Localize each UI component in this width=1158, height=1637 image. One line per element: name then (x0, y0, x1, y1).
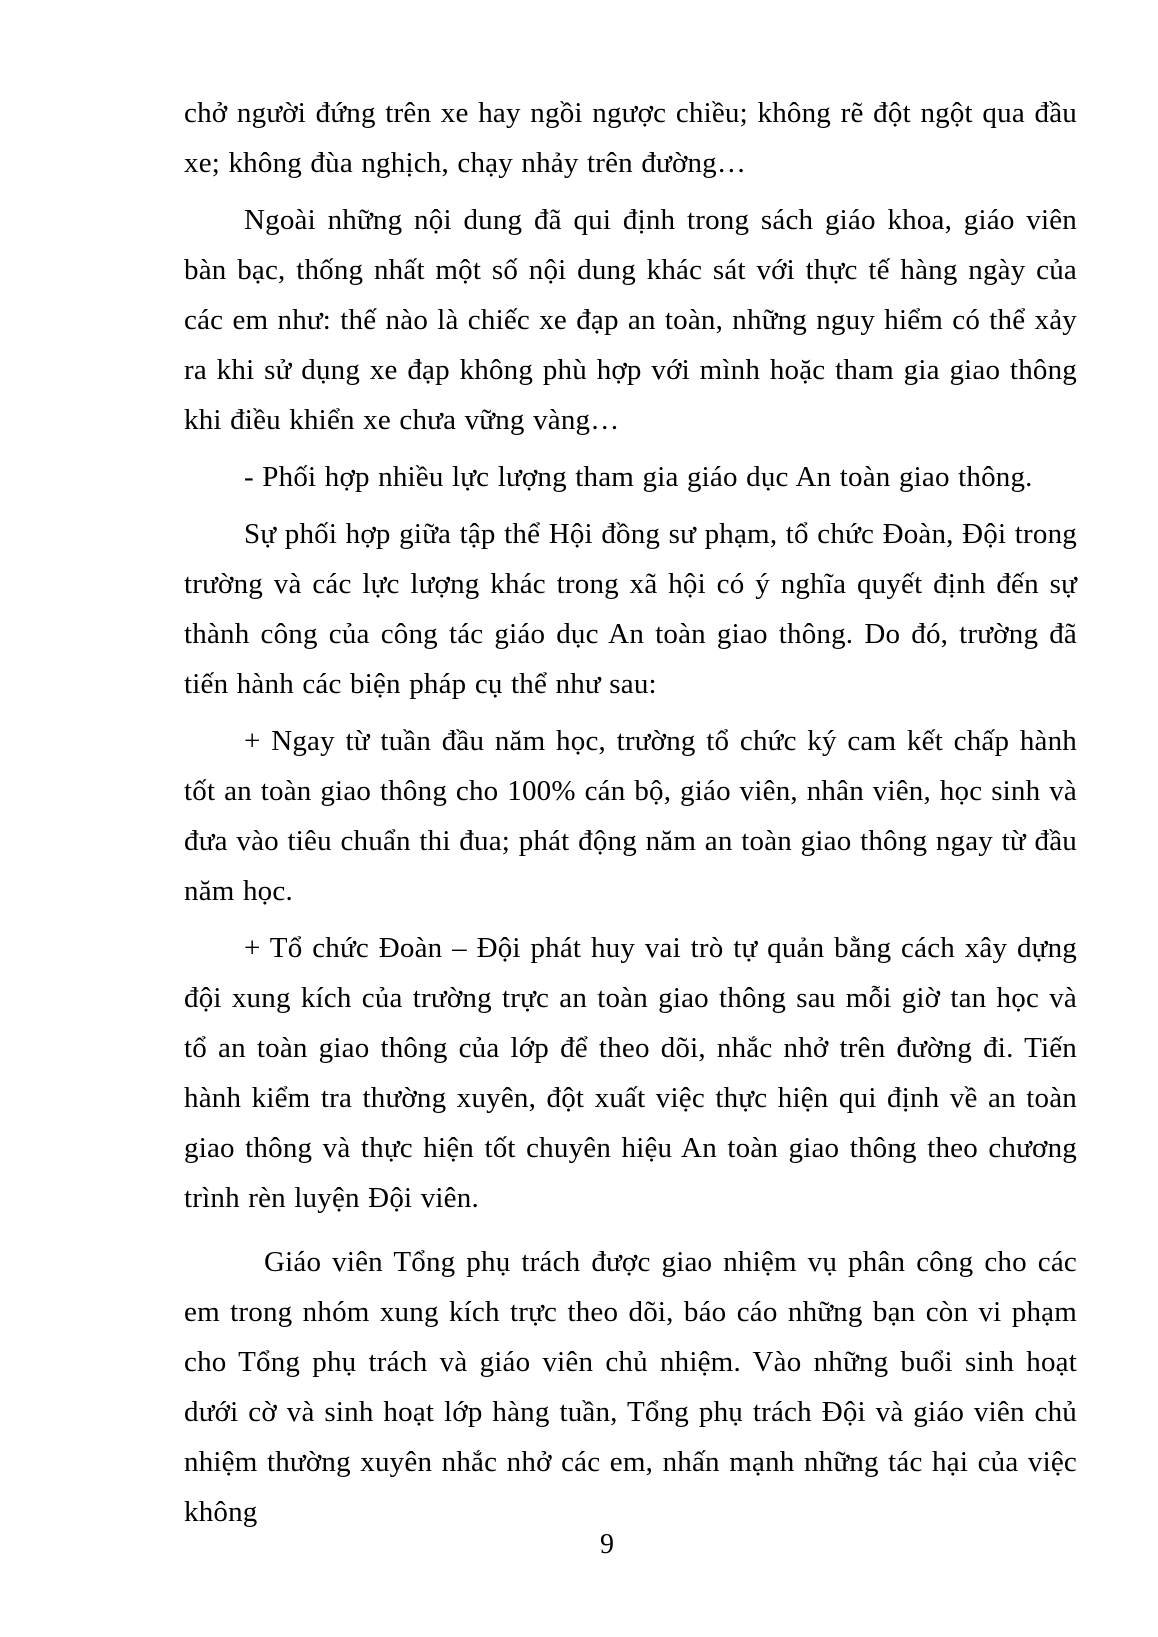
paragraph: Ngoài những nội dung đã qui định trong sách giáo khoa, giáo viên bàn bạc, thống nhất một số nội dung khác sát với thực tế hàng ngày của các em như: thế nào là chiếc xe đạp an toàn, những nguy hiểm có thể xảy ra khi sử dụng xe đạp không phù hợp với mình hoặc tham gia giao thông khi điều khiển xe chưa vững vàng… (184, 204, 1077, 436)
page-number: 9 (600, 1529, 614, 1560)
paragraph-continuation: chở người đứng trên xe hay ngồi ngược chiều; không rẽ đột ngột qua đầu xe; không đùa nghịch, chạy nhảy trên đường… (184, 97, 1077, 179)
paragraph-list-item-plus: + Tổ chức Đoàn – Đội phát huy vai trò tự quản bằng cách xây dựng đội xung kích của trường trực an toàn giao thông sau mỗi giờ tan học và tổ an toàn giao thông của lớp để theo dõi, nhắc nhở trên đường đi. Tiến hành kiểm tra thường xuyên, đột xuất việc thực hiện qui định về an toàn giao thông và thực hiện tốt chuyên hiệu An toàn giao thông theo chương trình rèn luyện Đội viên. (184, 932, 1077, 1214)
paragraph-list-item-dash: - Phối hợp nhiều lực lượng tham gia giáo dục An toàn giao thông. (244, 461, 1033, 493)
paragraph: Giáo viên Tổng phụ trách được giao nhiệm vụ phân công cho các em trong nhóm xung kích trực theo dõi, báo cáo những bạn còn vi phạm cho Tổng phụ trách và giáo viên chủ nhiệm. Vào những buổi sinh hoạt dưới cờ và sinh hoạt lớp hàng tuần, Tổng phụ trách Đội và giáo viên chủ nhiệm thường xuyên nhắc nhở các em, nhấn mạnh những tác hại của việc không (184, 1246, 1077, 1528)
text-body (184, 88, 1077, 1537)
paragraph-list-item-plus: + Ngay từ tuần đầu năm học, trường tổ chức ký cam kết chấp hành tốt an toàn giao thông cho 100% cán bộ, giáo viên, nhân viên, học sinh và đưa vào tiêu chuẩn thi đua; phát động năm an toàn giao thông ngay từ đầu năm học. (184, 725, 1077, 907)
paragraph: Sự phối hợp giữa tập thể Hội đồng sư phạm, tổ chức Đoàn, Đội trong trường và các lực lượng khác trong xã hội có ý nghĩa quyết định đến sự thành công của công tác giáo dục An toàn giao thông. Do đó, trường đã tiến hành các biện pháp cụ thể như sau: (184, 518, 1077, 700)
